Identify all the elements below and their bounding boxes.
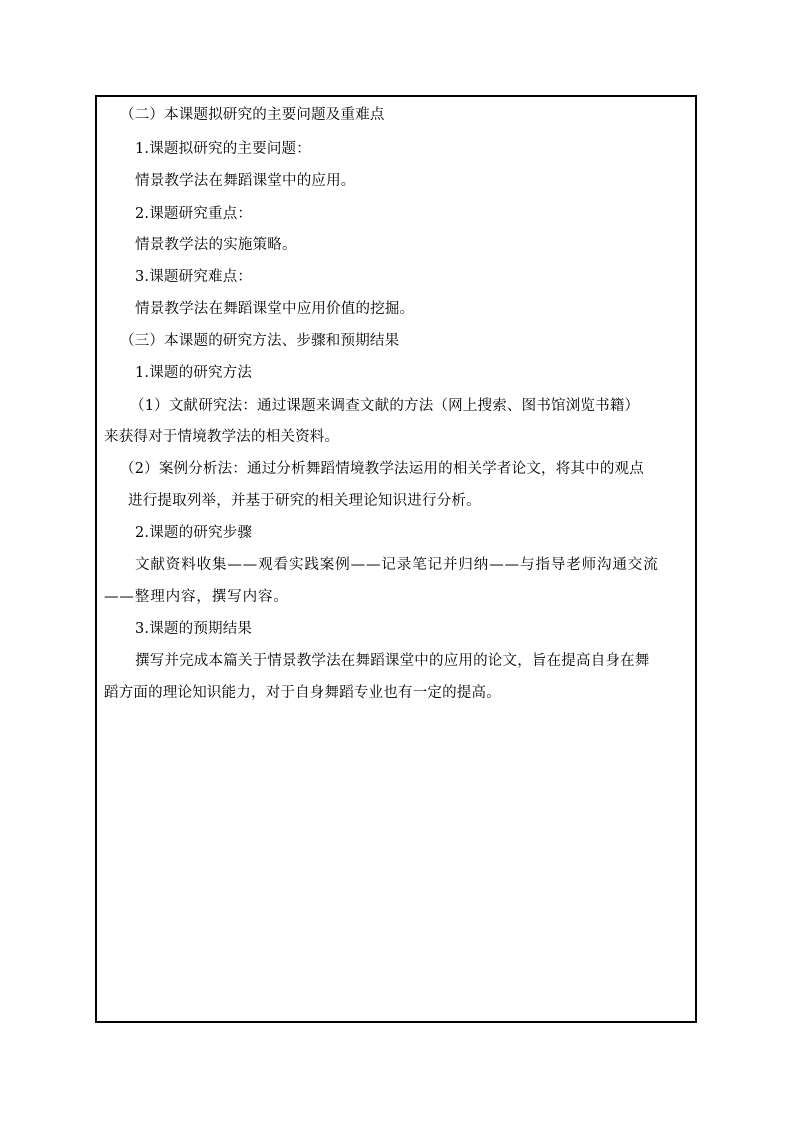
section-heading-methods: （三）本课题的研究方法、步骤和预期结果: [120, 333, 400, 349]
item-title-key-point: 2.课题研究重点：: [135, 206, 253, 222]
method2-line1: （2）案例分析法：通过分析舞蹈情境教学法运用的相关学者论文，将其中的观点: [120, 461, 644, 477]
steps-line1: 文献资料收集——观看实践案例——记录笔记并归纳——与指导老师沟通交流: [135, 557, 659, 573]
results-line2: 蹈方面的理论知识能力，对于自身舞蹈专业也有一定的提高。: [104, 685, 501, 701]
section-heading-problems: （二）本课题拟研究的主要问题及重难点: [120, 107, 385, 123]
item-title-difficulty: 3.课题研究难点：: [135, 269, 253, 285]
method2-line2: 进行提取列举，并基于研究的相关理论知识进行分析。: [128, 493, 481, 509]
item-text-key-point: 情景教学法的实施策略。: [135, 237, 297, 253]
item-title-main-problem: 1.课题拟研究的主要问题：: [135, 141, 311, 157]
method1-line1: （1）文献研究法：通过课题来调查文献的方法（网上搜索、图书馆浏览书籍）: [130, 398, 640, 414]
steps-line2: ——整理内容，撰写内容。: [104, 589, 289, 605]
item-text-difficulty: 情景教学法在舞蹈课堂中应用价值的挖掘。: [135, 301, 415, 317]
steps-title: 2.课题的研究步骤: [135, 525, 253, 541]
results-line1: 撰写并完成本篇关于情景教学法在舞蹈课堂中的应用的论文，旨在提高自身在舞: [135, 653, 650, 669]
methods-title: 1.课题的研究方法: [135, 365, 253, 381]
method1-line2: 来获得对于情境教学法的相关资料。: [104, 429, 340, 445]
item-text-main-problem: 情景教学法在舞蹈课堂中的应用。: [135, 173, 356, 189]
results-title: 3.课题的预期结果: [135, 621, 253, 637]
